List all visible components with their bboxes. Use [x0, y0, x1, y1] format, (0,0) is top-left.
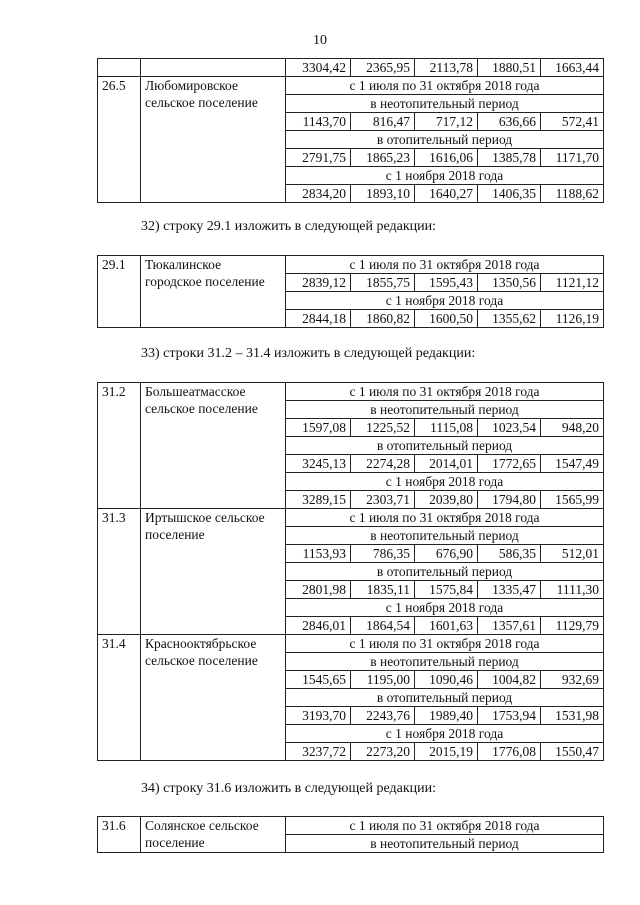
tariff-value: 1171,70	[541, 149, 604, 167]
period-header: в отопительный период	[286, 131, 604, 149]
tariff-value: 1640,27	[415, 185, 478, 203]
tariff-value: 1663,44	[541, 59, 604, 77]
period-header: в неотопительный период	[286, 527, 604, 545]
tariff-value: 2243,76	[351, 707, 415, 725]
row-number-empty	[98, 59, 141, 77]
table-row	[98, 383, 604, 401]
tariff-table-1	[97, 58, 604, 203]
tariff-value: 1090,46	[415, 671, 478, 689]
table-row	[98, 635, 604, 653]
tariff-value: 2839,12	[286, 274, 351, 292]
paragraph-32: 32) строку 29.1 изложить в следующей редакции:	[141, 219, 437, 234]
settlement-name-empty	[141, 59, 286, 77]
settlement-name: Краснооктябрьское сельское поселение	[141, 635, 286, 761]
period-header: с 1 июля по 31 октября 2018 года	[286, 635, 604, 653]
tariff-value: 2834,20	[286, 185, 351, 203]
settlement-name: Большеатмасское сельское поселение	[141, 383, 286, 509]
tariff-value: 2801,98	[286, 581, 351, 599]
tariff-value: 1195,00	[351, 671, 415, 689]
row-number: 31.6	[98, 817, 141, 853]
table-row	[98, 817, 604, 835]
period-header: в отопительный период	[286, 563, 604, 581]
tariff-value: 1860,82	[351, 310, 415, 328]
tariff-value: 1350,56	[478, 274, 541, 292]
tariff-value: 1153,93	[286, 545, 351, 563]
tariff-value: 717,12	[415, 113, 478, 131]
row-number: 31.2	[98, 383, 141, 509]
row-number: 31.4	[98, 635, 141, 761]
tariff-value: 2303,71	[351, 491, 415, 509]
tariff-table-3	[97, 382, 604, 761]
tariff-value: 2846,01	[286, 617, 351, 635]
tariff-value: 3289,15	[286, 491, 351, 509]
settlement-name: Иртышское сельское поселение	[141, 509, 286, 635]
tariff-value: 2365,95	[351, 59, 415, 77]
tariff-value: 1547,49	[541, 455, 604, 473]
table-row	[98, 77, 604, 95]
period-header: в неотопительный период	[286, 95, 604, 113]
period-header: с 1 июля по 31 октября 2018 года	[286, 256, 604, 274]
page-number: 10	[313, 33, 327, 48]
tariff-value: 1575,84	[415, 581, 478, 599]
tariff-value: 1595,43	[415, 274, 478, 292]
tariff-value: 1355,62	[478, 310, 541, 328]
tariff-value: 1545,65	[286, 671, 351, 689]
tariff-value: 1989,40	[415, 707, 478, 725]
tariff-value: 1565,99	[541, 491, 604, 509]
period-header: с 1 ноября 2018 года	[286, 292, 604, 310]
tariff-value: 676,90	[415, 545, 478, 563]
row-number: 29.1	[98, 256, 141, 328]
table-row	[98, 509, 604, 527]
tariff-value: 2015,19	[415, 743, 478, 761]
tariff-value: 1004,82	[478, 671, 541, 689]
tariff-value: 1126,19	[541, 310, 604, 328]
tariff-value: 3245,13	[286, 455, 351, 473]
tariff-table-4	[97, 816, 604, 853]
tariff-value: 2039,80	[415, 491, 478, 509]
period-header: с 1 ноября 2018 года	[286, 473, 604, 491]
tariff-value: 3193,70	[286, 707, 351, 725]
tariff-value: 572,41	[541, 113, 604, 131]
tariff-value: 1794,80	[478, 491, 541, 509]
period-header: с 1 ноября 2018 года	[286, 725, 604, 743]
period-header: с 1 июля по 31 октября 2018 года	[286, 817, 604, 835]
tariff-value: 1597,08	[286, 419, 351, 437]
tariff-value: 1880,51	[478, 59, 541, 77]
tariff-value: 3237,72	[286, 743, 351, 761]
tariff-value: 2791,75	[286, 149, 351, 167]
paragraph-33: 33) строки 31.2 – 31.4 изложить в следующей редакции:	[141, 346, 476, 361]
tariff-value: 1115,08	[415, 419, 478, 437]
table-row	[98, 59, 604, 77]
tariff-value: 948,20	[541, 419, 604, 437]
tariff-value: 1835,11	[351, 581, 415, 599]
tariff-value: 1865,23	[351, 149, 415, 167]
tariff-value: 1753,94	[478, 707, 541, 725]
period-header: в отопительный период	[286, 437, 604, 455]
period-header: в неотопительный период	[286, 835, 604, 853]
tariff-value: 786,35	[351, 545, 415, 563]
tariff-value: 1772,65	[478, 455, 541, 473]
tariff-value: 1531,98	[541, 707, 604, 725]
tariff-value: 1855,75	[351, 274, 415, 292]
tariff-value: 2014,01	[415, 455, 478, 473]
tariff-value: 816,47	[351, 113, 415, 131]
tariff-value: 1406,35	[478, 185, 541, 203]
period-header: с 1 ноября 2018 года	[286, 167, 604, 185]
tariff-value: 3304,42	[286, 59, 351, 77]
tariff-value: 932,69	[541, 671, 604, 689]
tariff-value: 1023,54	[478, 419, 541, 437]
tariff-value: 1335,47	[478, 581, 541, 599]
tariff-value: 1864,54	[351, 617, 415, 635]
table-row	[98, 256, 604, 274]
settlement-name: Тюкалинское городское поселение	[141, 256, 286, 328]
period-header: с 1 июля по 31 октября 2018 года	[286, 77, 604, 95]
tariff-value: 1550,47	[541, 743, 604, 761]
tariff-value: 1111,30	[541, 581, 604, 599]
tariff-value: 2273,20	[351, 743, 415, 761]
tariff-value: 2844,18	[286, 310, 351, 328]
tariff-value: 1616,06	[415, 149, 478, 167]
period-header: с 1 июля по 31 октября 2018 года	[286, 509, 604, 527]
period-header: с 1 июля по 31 октября 2018 года	[286, 383, 604, 401]
tariff-value: 1143,70	[286, 113, 351, 131]
period-header: в неотопительный период	[286, 401, 604, 419]
tariff-table-2	[97, 255, 604, 328]
period-header: в неотопительный период	[286, 653, 604, 671]
settlement-name: Любомировское сельское поселение	[141, 77, 286, 203]
tariff-value: 1225,52	[351, 419, 415, 437]
tariff-value: 586,35	[478, 545, 541, 563]
paragraph-34: 34) строку 31.6 изложить в следующей редакции:	[141, 781, 437, 796]
tariff-value: 1129,79	[541, 617, 604, 635]
tariff-value: 1601,63	[415, 617, 478, 635]
row-number: 26.5	[98, 77, 141, 203]
tariff-value: 1357,61	[478, 617, 541, 635]
tariff-value: 2274,28	[351, 455, 415, 473]
tariff-value: 512,01	[541, 545, 604, 563]
tariff-value: 1385,78	[478, 149, 541, 167]
tariff-value: 1121,12	[541, 274, 604, 292]
tariff-value: 636,66	[478, 113, 541, 131]
settlement-name: Солянское сельское поселение	[141, 817, 286, 853]
period-header: с 1 ноября 2018 года	[286, 599, 604, 617]
tariff-value: 1893,10	[351, 185, 415, 203]
tariff-value: 1776,08	[478, 743, 541, 761]
tariff-value: 2113,78	[415, 59, 478, 77]
tariff-value: 1188,62	[541, 185, 604, 203]
period-header: в отопительный период	[286, 689, 604, 707]
tariff-value: 1600,50	[415, 310, 478, 328]
row-number: 31.3	[98, 509, 141, 635]
